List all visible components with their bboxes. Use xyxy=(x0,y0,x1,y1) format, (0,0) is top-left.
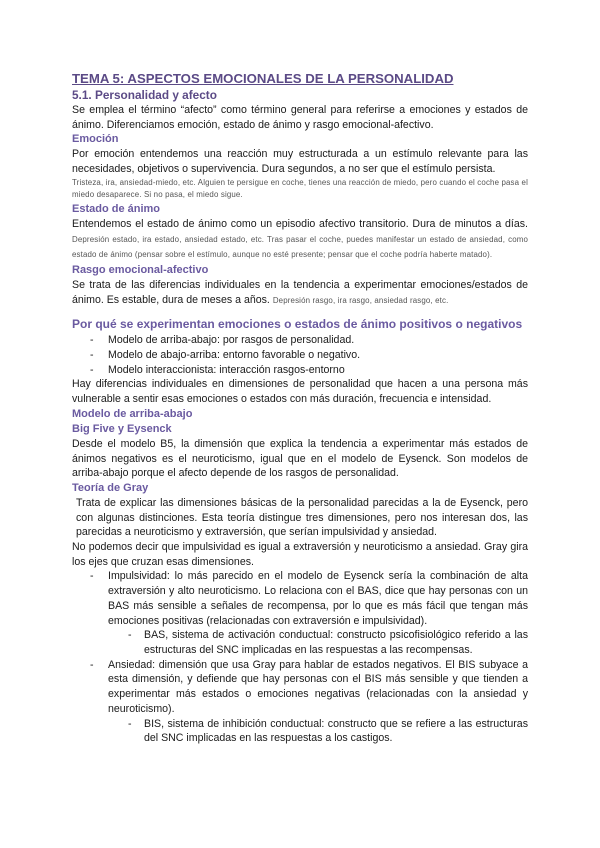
intro-paragraph: Se emplea el término “afecto” como término general para referirse a emociones y estados de ánimo. Diferenciamos emoción, estado de ánimo y rasgo emocional-afectivo. xyxy=(72,104,528,131)
rasgo-definition: Se trata de las diferencias individuales en la tendencia a experimentar emociones/estados de ánimo. Es estable, dura de meses a años. xyxy=(72,278,528,306)
emocion-examples: Tristeza, ira, ansiedad-miedo, etc. Alguien te persigue en coche, tienes una reacción de miedo, pero cuando el coche pasa el miedo desaparece. Si no pasa, el miedo sigue. xyxy=(72,177,528,200)
models-list xyxy=(72,333,528,377)
bas-list xyxy=(72,628,528,657)
subheading-estado-animo: Estado de ánimo xyxy=(72,202,161,215)
gray-paragraph-2: No podemos decir que impulsividad es igual a extraversión y neuroticismo a ansiedad. Gray gira los ejes que cruzan esas dimensiones. xyxy=(72,541,528,568)
gray-dimensions-list xyxy=(72,569,528,628)
subheading-rasgo-emocional: Rasgo emocional-afectivo xyxy=(72,263,209,276)
list-item-ansiedad: - Ansiedad: dimensión que usa Gray para hablar de estados negativos. El BIS subyace a esta dimensión, y defiende que hay personas con el BIS más sensible y que tienden a experimentar más estados o emociones negativas (relacionadas con la ansiedad y neuroticismo). xyxy=(72,658,528,717)
estado-animo-paragraph xyxy=(72,217,528,263)
page-content xyxy=(72,70,528,746)
emocion-definition: Por emoción entendemos una reacción muy estructurada a un estímulo relevante para las necesidades, objetivos o supervivencia. Dura segundos, a no ser que el estímulo persista. xyxy=(72,148,528,176)
gray-dimensions-list-2 xyxy=(72,658,528,717)
list-item-bas: - BAS, sistema de activación conductual: constructo psicofisiológico referido a las estructuras del SNC implicadas en las respuestas a las recompensas. xyxy=(72,628,528,657)
list-item: - Modelo interaccionista: interacción rasgos-entorno xyxy=(72,363,528,378)
individual-differences-paragraph: Hay diferencias individuales en dimensiones de personalidad que hacen a una persona más vulnerable a sentir esas emociones o estados con más duración, frecuencia e intensidad. xyxy=(72,378,528,406)
rasgo-examples: Depresión rasgo, ira rasgo, ansiedad rasgo, etc. xyxy=(272,295,449,305)
rasgo-paragraph xyxy=(72,278,528,308)
estado-animo-definition: Entendemos el estado de ánimo como un episodio afectivo transitorio. Dura de minutos a días. xyxy=(72,217,528,230)
subheading-arriba-abajo: Modelo de arriba-abajo xyxy=(72,407,193,420)
section-heading-por-que: Por qué se experimentan emociones o estados de ánimo positivos o negativos xyxy=(72,317,523,332)
big-five-paragraph: Desde el modelo B5, la dimensión que explica la tendencia a experimentar más estados de ánimos negativos es el neuroticismo, igual que en el modelo de Eysenck. Son modelos de arriba-abajo porque el afecto depende de los rasgos de personalidad. xyxy=(72,437,528,480)
list-item: - Modelo de arriba-abajo: por rasgos de personalidad. xyxy=(72,333,528,348)
subheading-emocion: Emoción xyxy=(72,133,119,146)
subheading-big-five: Big Five y Eysenck xyxy=(72,422,172,435)
gray-paragraph-1: Trata de explicar las dimensiones básicas de la personalidad parecidas a la de Eysenck, pero con algunas distinciones. Esta teoría distingue tres dimensiones, pero nos interesan dos, las parecidas a neuroticismo y extraversión, que serían impulsividad y ansiedad. xyxy=(76,496,528,539)
list-item: - Modelo de abajo-arriba: entorno favorable o negativo. xyxy=(72,348,528,363)
list-item-bis: - BIS, sistema de inhibición conductual: constructo que se refiere a las estructuras del SNC implicadas en las respuestas a los castigos. xyxy=(72,717,528,746)
bis-list xyxy=(72,717,528,746)
page-title: TEMA 5: ASPECTOS EMOCIONALES DE LA PERSONALIDAD xyxy=(72,71,454,86)
section-heading-personalidad-afecto: 5.1. Personalidad y afecto xyxy=(72,88,217,102)
list-item-impulsividad: - Impulsividad: lo más parecido en el modelo de Eysenck sería la combinación de alta extraversión y alto neuroticismo. Lo relaciona con el BAS, dice que hay personas con un BAS más sensible a señales de recompensa, por lo que es más fácil que tengan más emociones positivas (relacionadas con extraversión e impulsividad). xyxy=(72,569,528,628)
subheading-teoria-gray: Teoría de Gray xyxy=(72,481,149,494)
estado-animo-examples: Depresión estado, ira estado, ansiedad estado, etc. Tras pasar el coche, puedes manifestar un estado de ansiedad, como estado de ánimo (pensar sobre el estímulo, aunque no esté presente; pensar que el coche podría haberte matado). xyxy=(72,234,528,260)
